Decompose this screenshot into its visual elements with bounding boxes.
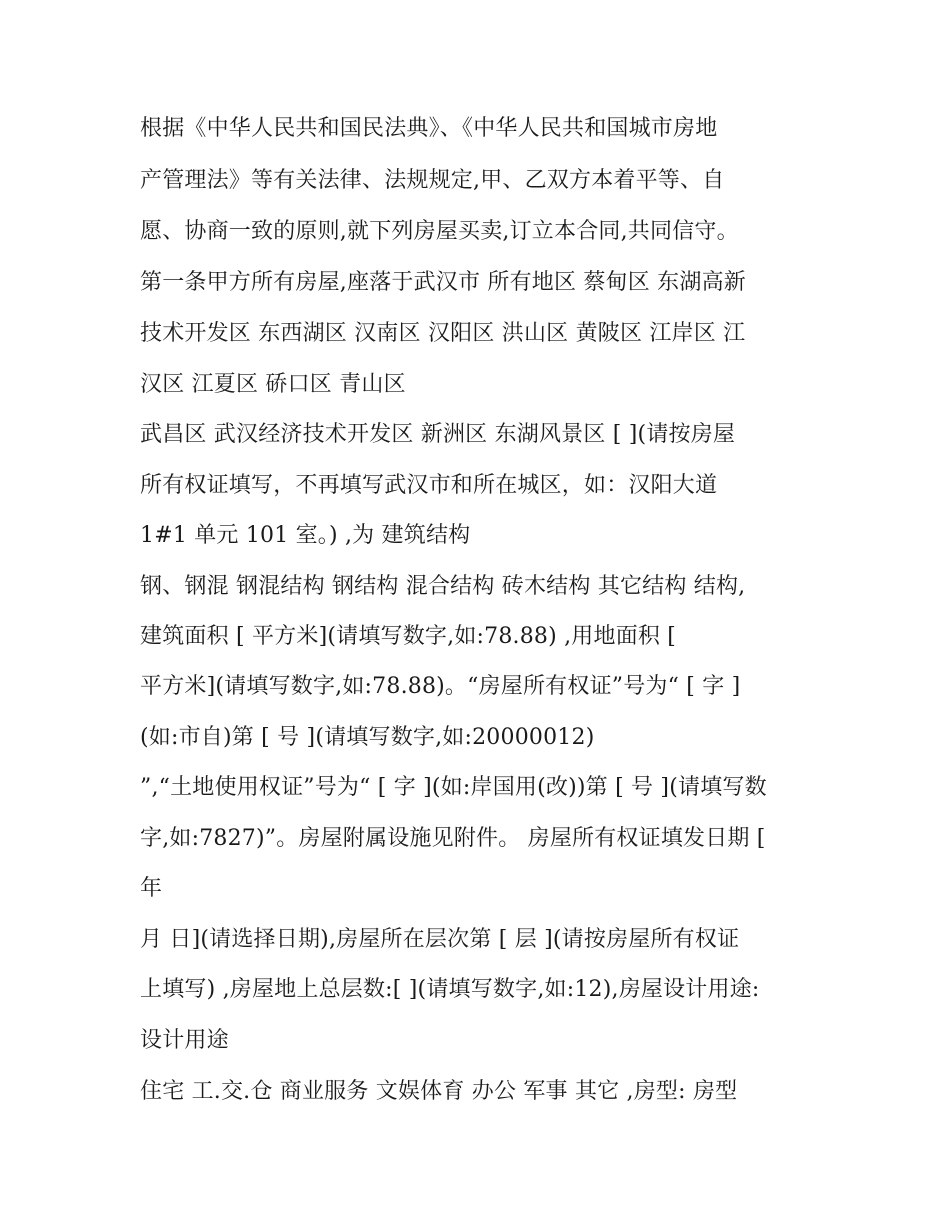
text-line: 建筑面积 [ 平方米](请填写数字,如:78.88) ,用地面积 [	[140, 624, 677, 649]
text-line: 武昌区 武汉经济技术开发区 新洲区 东湖风景区 [ ](请按房屋	[140, 422, 736, 447]
text-line: 汉区 江夏区 硚口区 青山区	[140, 372, 406, 397]
text-line: 产管理法》等有关法律、法规规定,甲、乙双方本着平等、自	[140, 168, 725, 193]
text-line: 住宅 工.交.仓 商业服务 文娱体育 办公 军事 其它 ,房型: 房型	[140, 1079, 738, 1104]
text-line: 字,如:7827)”。房屋附属设施见附件。 房屋所有权证填发日期 [	[140, 826, 766, 851]
text-line: 年	[140, 876, 163, 901]
text-line: 愿、协商一致的原则,就下列房屋买卖,订立本合同,共同信守。	[140, 219, 739, 244]
text-line: ”,“土地使用权证”号为“ [ 字 ](如:岸国用(改))第 [ 号 ](请填写数	[140, 775, 767, 800]
text-line: 技术开发区 东西湖区 汉南区 汉阳区 洪山区 黄陂区 江岸区 江	[140, 321, 746, 346]
text-line: 上填写) ,房屋地上总层数:[ ](请填写数字,如:12),房屋设计用途:	[140, 977, 760, 1002]
text-line: 月 日](请选择日期),房屋所在层次第 [ 层 ](请按房屋所有权证	[140, 927, 740, 952]
text-line: 1#1 单元 101 室。) ,为 建筑结构	[140, 523, 471, 548]
text-line: 所有权证填写，不再填写武汉市和所在城区，如：汉阳大道	[140, 473, 718, 498]
text-line: 第一条甲方所有房屋,座落于武汉市 所有地区 蔡甸区 东湖高新	[140, 270, 746, 295]
text-line: 平方米](请填写数字,如:78.88)。“房屋所有权证”号为“ [ 字 ]	[140, 674, 741, 699]
text-line: 钢、钢混 钢混结构 钢结构 混合结构 砖木结构 其它结构 结构,	[140, 574, 746, 599]
text-line: 根据《中华人民共和国民法典》、《中华人民共和国城市房地	[140, 116, 718, 141]
text-line: 设计用途	[140, 1028, 229, 1053]
text-line: (如:市自)第 [ 号 ](请填写数字,如:20000012)	[140, 725, 595, 750]
